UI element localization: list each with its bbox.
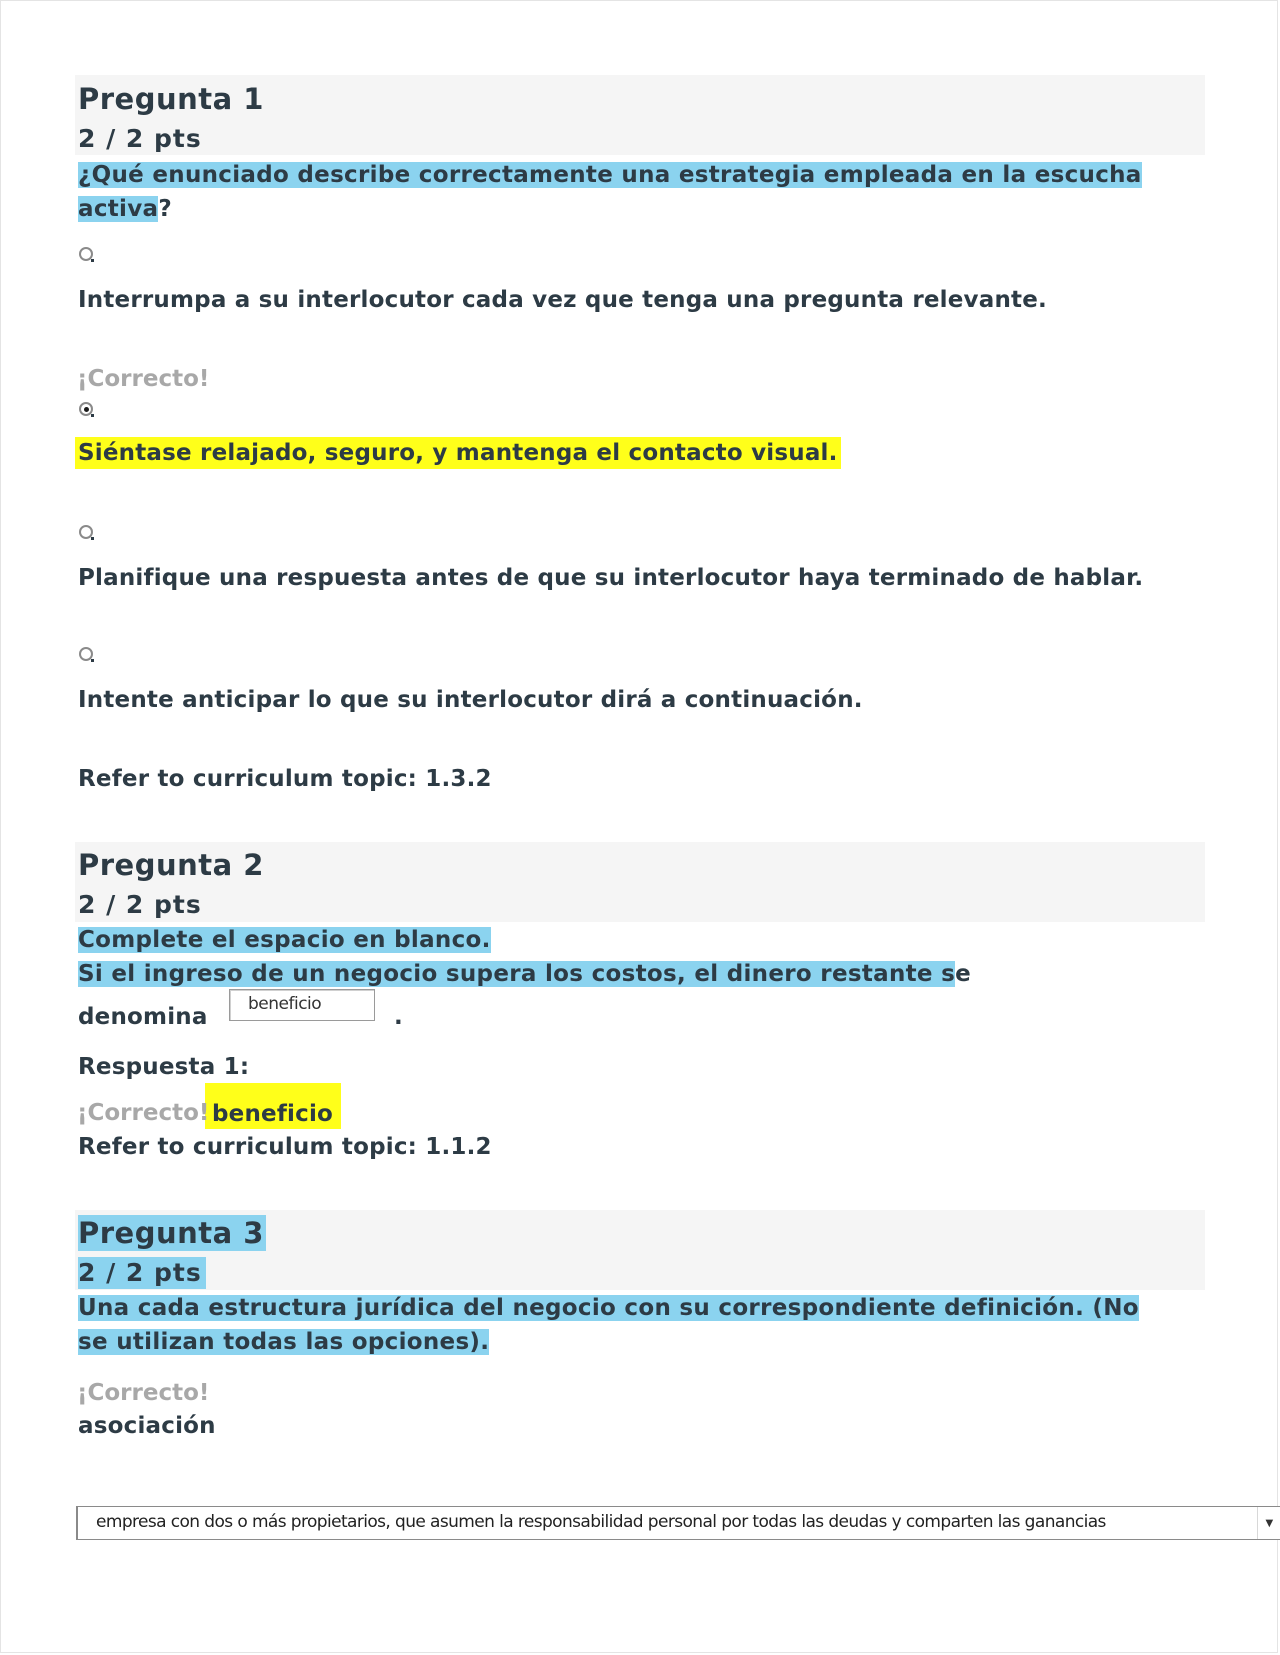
- question-1-title: Pregunta 1: [78, 82, 264, 116]
- question-3-text-line2: se utilizan todas las opciones).: [78, 1329, 490, 1355]
- question-1-text-line1: ¿Qué enunciado describe correctamente una estrategia empleada en la escucha: [78, 162, 1142, 188]
- option-2-label[interactable]: Siéntase relajado, seguro, y mantenga el contacto visual.: [75, 437, 841, 469]
- option-2-radio[interactable]: [79, 402, 93, 416]
- definition-select[interactable]: [76, 1506, 1280, 1540]
- option-4-label[interactable]: Intente anticipar lo que su interlocutor dirá a continuación.: [78, 687, 863, 713]
- option-4-radio[interactable]: [79, 647, 93, 661]
- question-1-text-mark: ?: [158, 196, 173, 222]
- correct-label-q3: ¡Correcto!: [77, 1380, 210, 1406]
- question-1-topic: Refer to curriculum topic: 1.3.2: [78, 766, 492, 792]
- question-2-sentence-end: e: [955, 961, 972, 987]
- correct-label-q1: ¡Correcto!: [77, 366, 210, 392]
- question-2-sentence: Si el ingreso de un negocio supera los costos, el dinero restante s: [78, 961, 956, 987]
- question-2-text: [78, 923, 971, 991]
- option-3-label[interactable]: Planifique una respuesta antes de que su interlocutor haya terminado de hablar.: [78, 565, 1144, 591]
- question-3-text: [78, 1291, 1139, 1359]
- answer-1-label: Respuesta 1:: [78, 1054, 250, 1080]
- answer-1-value: beneficio: [212, 1101, 334, 1127]
- blank-answer-input[interactable]: beneficio: [229, 989, 375, 1021]
- question-3-points: 2 / 2 pts: [78, 1257, 206, 1289]
- question-2-points: 2 / 2 pts: [78, 890, 202, 919]
- question-2-denomina: denomina: [78, 1004, 208, 1030]
- question-2-period: .: [394, 1004, 403, 1030]
- correct-label-q2: ¡Correcto!: [77, 1100, 210, 1126]
- option-3-radio[interactable]: [79, 525, 93, 539]
- question-1-text: [78, 158, 1142, 226]
- question-2-title: Pregunta 2: [78, 848, 264, 882]
- definition-select-value: empresa con dos o más propietarios, que asumen la responsabilidad personal por todas las deudas y comparten las ganancias: [96, 1512, 1106, 1532]
- question-3-title: Pregunta 3: [78, 1216, 264, 1250]
- question-2-instruction: Complete el espacio en blanco.: [78, 927, 491, 953]
- chevron-down-icon[interactable]: ▼: [1257, 1507, 1280, 1539]
- option-1-radio[interactable]: [79, 247, 93, 261]
- question-2-topic: Refer to curriculum topic: 1.1.2: [78, 1134, 492, 1160]
- match-term: asociación: [78, 1413, 216, 1439]
- question-3-text-line1: Una cada estructura jurídica del negocio con su correspondiente definición. (No: [78, 1295, 1139, 1321]
- question-1-text-line2: activa: [78, 196, 159, 222]
- question-1-points: 2 / 2 pts: [78, 124, 202, 153]
- option-1-label[interactable]: Interrumpa a su interlocutor cada vez que tenga una pregunta relevante.: [78, 287, 1047, 313]
